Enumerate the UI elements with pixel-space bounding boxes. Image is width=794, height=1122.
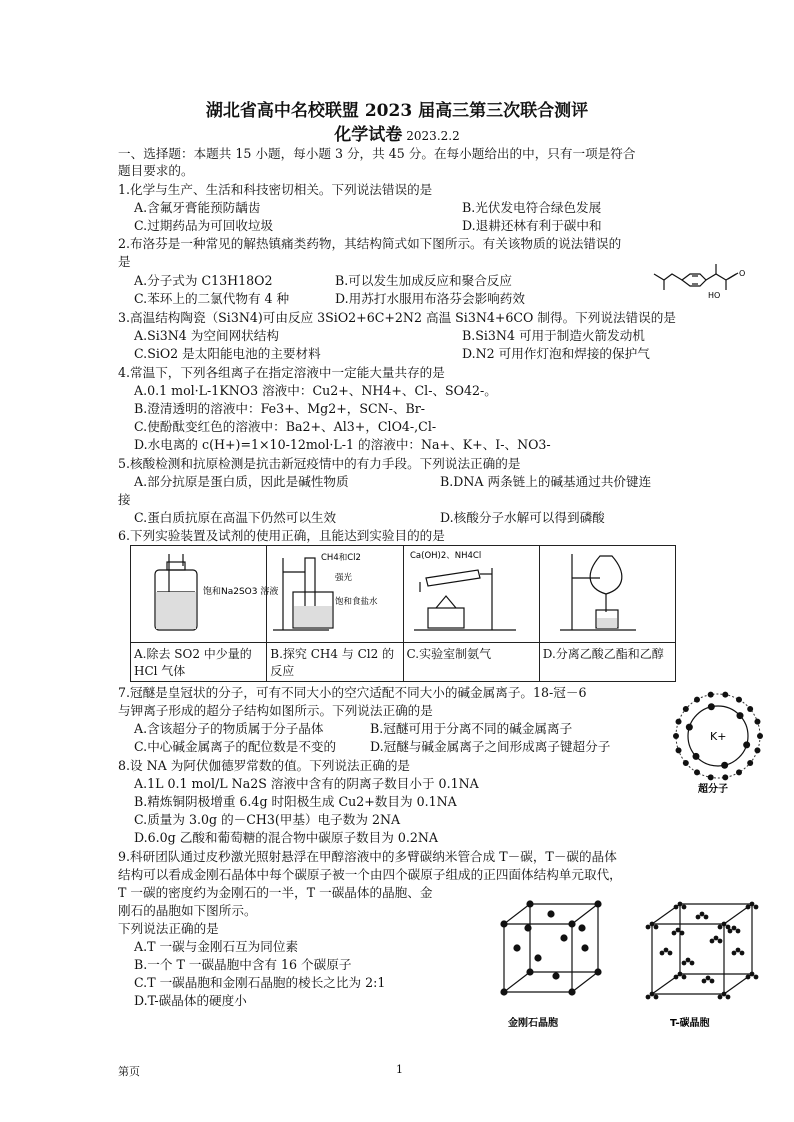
q6-option-c: C.实验室制氨气 xyxy=(403,643,539,682)
q9-stem-2: 结构可以看成金刚石晶体中每个碳原子被一个由四个碳原子组成的正四面体结构单元取代， xyxy=(118,867,622,882)
t-carbon-atom xyxy=(728,929,733,934)
diamond-atom xyxy=(513,944,520,951)
q5-option-b: B.DNA 两条链上的碱基通过共价键连 xyxy=(440,474,652,489)
t-carbon-atom xyxy=(754,975,759,980)
t-carbon-atom xyxy=(710,979,715,984)
crown-ether-oxygen xyxy=(692,753,699,760)
diamond-atom xyxy=(526,900,533,907)
q6-fig-b-brine-label: 饱和食盐水 xyxy=(335,597,378,607)
crown-ether-atom xyxy=(676,747,682,753)
t-carbon-atom xyxy=(686,958,691,963)
q7-option-b: B.冠醚可用于分离不同的碱金属离子 xyxy=(370,721,573,736)
t-carbon-atom xyxy=(750,902,755,907)
q6-stem: 6.下列实验装置及试剂的使用正确，且能达到实验目的的是 xyxy=(118,528,445,543)
t-carbon-unit-cell-figure xyxy=(636,898,776,1032)
t-carbon-atom xyxy=(676,928,681,933)
t-carbon-atom xyxy=(674,905,679,910)
crown-ether-atom xyxy=(708,774,714,780)
t-carbon-atom xyxy=(746,975,751,980)
q6-option-b: B.探究 CH4 与 Cl2 的反应 xyxy=(267,643,403,682)
crown-ether-atom xyxy=(747,760,753,766)
t-carbon-atom xyxy=(700,912,705,917)
diamond-atom xyxy=(534,954,541,961)
q9-stem-3: T 一碳的密度约为金刚石的一半，T 一碳晶体的晶胞、金 xyxy=(118,885,433,900)
q5-option-d: D.核酸分子水解可以得到磷酸 xyxy=(440,510,605,525)
t-carbon-atom xyxy=(726,995,731,1000)
q9-option-d: D.T-碳晶体的硬度小 xyxy=(134,993,247,1008)
t-carbon-atom xyxy=(718,939,723,944)
t-carbon-atom xyxy=(732,926,737,931)
t-carbon-atom xyxy=(650,922,655,927)
t-carbon-atom xyxy=(660,951,665,956)
q1-option-b: B.光伏发电符合绿色发展 xyxy=(462,200,602,215)
t-carbon-atom xyxy=(646,995,651,1000)
q3-option-c: C.SiO2 是太阳能电池的主要材料 xyxy=(134,346,321,361)
q1-option-c: C.过期药品为可回收垃圾 xyxy=(134,218,274,233)
t-carbon-atom xyxy=(714,936,719,941)
footer-page-number: 1 xyxy=(396,1063,403,1076)
t-carbon-atom xyxy=(674,975,679,980)
crown-ether-figure xyxy=(660,680,780,800)
t-carbon-atom xyxy=(732,951,737,956)
exam-date: 2023.2.2 xyxy=(406,129,460,143)
q8-option-d: D.6.0g 乙酸和葡萄糖的混合物中碳原子数目为 0.2NA xyxy=(134,830,438,845)
q1-stem: 1.化学与生产、生活和科技密切相关。下列说法错误的是 xyxy=(118,182,433,197)
t-carbon-atom xyxy=(682,961,687,966)
crown-ether-atom xyxy=(747,706,753,712)
q8-option-c: C.质量为 3.0g 的－CH3(甲基）电子数为 2NA xyxy=(134,812,401,827)
diamond-atom xyxy=(594,968,601,975)
crown-ether-oxygen xyxy=(743,741,750,748)
q8-option-a: A.1L 0.1 mol/L Na2S 溶液中含有的阴离子数目小于 0.1NA xyxy=(134,776,479,791)
t-carbon-atom xyxy=(718,925,723,930)
q2-option-c: C.苯环上的二氯代物有 4 种 xyxy=(134,291,290,306)
q9-stem-4: 刚石的晶胞如下图所示。 xyxy=(118,903,257,918)
q2-stem: 2.布洛芬是一种常见的解热镇痛类药物，其结构简式如下图所示。有关该物质的说法错误的 xyxy=(118,236,622,251)
t-carbon-atom xyxy=(654,925,659,930)
t-carbon-atom xyxy=(680,931,685,936)
q9-option-c: C.T 一碳晶胞和金刚石晶胞的棱长之比为 2:1 xyxy=(134,975,386,990)
crown-ether-oxygen xyxy=(737,712,744,719)
t-carbon-atom xyxy=(706,976,711,981)
crown-ether-atom xyxy=(722,692,728,698)
q3-option-a: A.Si3N4 为空间网状结构 xyxy=(134,328,279,343)
diamond-atom xyxy=(560,934,567,941)
q6-figure-a xyxy=(131,546,279,643)
t-carbon-atom xyxy=(740,951,745,956)
crown-ether-atom xyxy=(736,697,742,703)
t-carbon-atom xyxy=(682,905,687,910)
crown-ether-oxygen xyxy=(708,703,715,710)
exam-title: 湖北省高中名校联盟 2023 届高三第三次联合测评 xyxy=(205,101,589,121)
q4-option-d: D.水电离的 c(H+)=1×10-12mol·L-1 的溶液中：Na+、K+、I-、NO3- xyxy=(134,437,551,452)
t-carbon-caption: T-碳晶胞 xyxy=(670,1018,710,1029)
q5-option-a: A.部分抗原是蛋白质，因此是碱性物质 xyxy=(134,474,349,489)
q5-stem: 5.核酸检测和抗原检测是抗击新冠疫情中的有力手段。下列说法正确的是 xyxy=(118,456,521,471)
t-carbon-atom xyxy=(754,905,759,910)
q4-option-b: B.澄清透明的溶液中：Fe3+、Mg2+，SCN-、Br- xyxy=(134,401,426,416)
crown-ether-atom xyxy=(736,769,742,775)
ibuprofen-ho-label: HO xyxy=(708,291,721,300)
diamond-atom xyxy=(578,924,585,931)
crown-ether-atom xyxy=(754,719,760,725)
diamond-atom xyxy=(526,968,533,975)
q9-stem: 9.科研团队通过皮秒激光照射悬浮在甲醇溶液中的多臂碳纳米管合成 T－碳，T－碳的晶体 xyxy=(118,849,617,864)
exam-subtitle xyxy=(0,120,794,145)
q6-fig-a-label: 饱和Na2SO3 溶液 xyxy=(203,587,279,597)
t-carbon-atom xyxy=(664,948,669,953)
diamond-atom xyxy=(552,972,559,979)
q8-stem: 8.设 NA 为阿伏伽德罗常数的值。下列说法正确的是 xyxy=(118,758,411,773)
crown-ether-atom xyxy=(754,747,760,753)
q5-option-b-cont: 接 xyxy=(118,492,131,507)
t-carbon-atom xyxy=(722,992,727,997)
q6-figure-b xyxy=(267,546,403,643)
q3-option-d: D.N2 可用作灯泡和焊接的保护气 xyxy=(462,346,650,361)
t-carbon-atom xyxy=(750,972,755,977)
q7-stem-2: 与钾离子形成的超分子结构如图所示。下列说法正确的是 xyxy=(118,703,433,718)
svg-text:O: O xyxy=(739,269,746,278)
q5-option-c: C.蛋白质抗原在高温下仍然可以生效 xyxy=(134,510,337,525)
q6-fig-c-label: Ca(OH)2、NH4Cl xyxy=(409,551,481,561)
t-carbon-atom xyxy=(678,972,683,977)
potassium-ion-label: K+ xyxy=(710,730,727,743)
q6-option-d: D.分离乙酸乙酯和乙醇 xyxy=(539,643,675,682)
q9-option-b: B.一个 T 一碳晶胞中含有 16 个碳原子 xyxy=(134,957,352,972)
t-carbon-atom xyxy=(690,961,695,966)
q3-option-b: B.Si3N4 可用于制造火箭发动机 xyxy=(462,328,645,343)
diamond-atom xyxy=(581,944,588,951)
crown-ether-atom xyxy=(694,769,700,775)
q6-fig-b-light-label: 强光 xyxy=(335,573,353,583)
q7-stem: 7.冠醚是皇冠状的分子，可有不同大小的空穴适配不同大小的碱金属离子。18-冠－6 xyxy=(118,685,587,700)
q4-option-c: C.使酚酞变红色的溶液中：Ba2+、Al3+，ClO4-,Cl- xyxy=(134,419,437,434)
diamond-atom xyxy=(547,910,554,917)
crown-ether-atom xyxy=(683,760,689,766)
q6-figure-c xyxy=(403,546,539,643)
crown-ether-atom xyxy=(683,706,689,712)
crown-ether-atom xyxy=(676,719,682,725)
crown-ether-atom xyxy=(673,733,679,739)
t-carbon-atom xyxy=(668,951,673,956)
t-carbon-atom xyxy=(682,975,687,980)
t-carbon-atom xyxy=(654,995,659,1000)
diamond-atom xyxy=(594,900,601,907)
section-instructions-2: 题目要求的。 xyxy=(118,163,194,178)
diamond-atom xyxy=(524,924,531,931)
q9-stem-5: 下列说法正确的是 xyxy=(118,921,219,936)
diamond-unit-cell-figure xyxy=(486,898,622,1032)
t-carbon-atom xyxy=(746,905,751,910)
t-carbon-atom xyxy=(710,939,715,944)
subject-title: 化学试卷 xyxy=(334,125,403,145)
q2-stem-2: 是 xyxy=(118,254,131,269)
section-instructions: 一、选择题：本题共 15 小题，每小题 3 分，共 45 分。在每小题给出的中，只有一项是符合 xyxy=(118,146,636,161)
t-carbon-atom xyxy=(678,902,683,907)
q2-option-b: B.可以发生加成反应和聚合反应 xyxy=(335,273,512,288)
t-carbon-atom xyxy=(722,922,727,927)
q1-option-a: A.含氟牙膏能预防龋齿 xyxy=(134,200,261,215)
q7-option-d: D.冠醚与碱金属离子之间形成离子键超分子 xyxy=(370,739,611,754)
crown-ether-oxygen xyxy=(721,762,728,769)
q6-experiment-table xyxy=(130,545,676,682)
t-carbon-atom xyxy=(702,979,707,984)
q2-option-d: D.用苏打水服用布洛芬会影响药效 xyxy=(335,291,525,306)
crown-ether-oxygen xyxy=(686,724,693,731)
q6-option-a: A.除去 SO2 中少量的 HCl 气体 xyxy=(131,643,267,682)
diamond-atom xyxy=(568,988,575,995)
footer-page-label: 第页 xyxy=(118,1065,140,1078)
diamond-caption: 金刚石晶胞 xyxy=(508,1018,558,1029)
t-carbon-atom xyxy=(696,915,701,920)
ibuprofen-structure xyxy=(650,252,760,302)
q8-option-b: B.精炼铜阴极增重 6.4g 时阳极生成 Cu2+数目为 0.1NA xyxy=(134,794,457,809)
t-carbon-atom xyxy=(646,925,651,930)
supramolecule-caption: 超分子 xyxy=(698,784,728,795)
q2-option-a: A.分子式为 C13H18O2 xyxy=(134,273,273,288)
t-carbon-atom xyxy=(650,992,655,997)
q7-option-a: A.含该超分子的物质属于分子晶体 xyxy=(134,721,324,736)
q9-option-a: A.T 一碳与金刚石互为同位素 xyxy=(134,939,299,954)
crown-ether-atom xyxy=(694,697,700,703)
q6-figure-d xyxy=(539,546,675,643)
diamond-atom xyxy=(500,920,507,927)
t-carbon-atom xyxy=(736,948,741,953)
t-carbon-atom xyxy=(718,995,723,1000)
t-carbon-atom xyxy=(704,915,709,920)
crown-ether-atom xyxy=(757,733,763,739)
q7-option-c: C.中心碱金属离子的配位数是不变的 xyxy=(134,739,337,754)
t-carbon-atom xyxy=(736,929,741,934)
q6-fig-b-gas-label: CH4和Cl2 xyxy=(321,553,362,563)
q3-stem: 3.高温结构陶瓷（Si3N4)可由反应 3SiO2+6C+2N2 高温 Si3N4+6CO 制得。下列说法错误的是 xyxy=(118,310,676,325)
q1-option-d: D.退耕还林有利于碳中和 xyxy=(462,218,602,233)
crown-ether-atom xyxy=(722,774,728,780)
t-carbon-atom xyxy=(672,931,677,936)
q4-stem: 4.常温下，下列各组离子在指定溶液中一定能大量共存的是 xyxy=(118,365,445,380)
diamond-atom xyxy=(500,988,507,995)
diamond-atom xyxy=(568,920,575,927)
crown-ether-atom xyxy=(708,692,714,698)
q4-option-a: A.0.1 mol·L-1KNO3 溶液中：Cu2+、NH4+、Cl-、SO42-。 xyxy=(134,383,497,398)
